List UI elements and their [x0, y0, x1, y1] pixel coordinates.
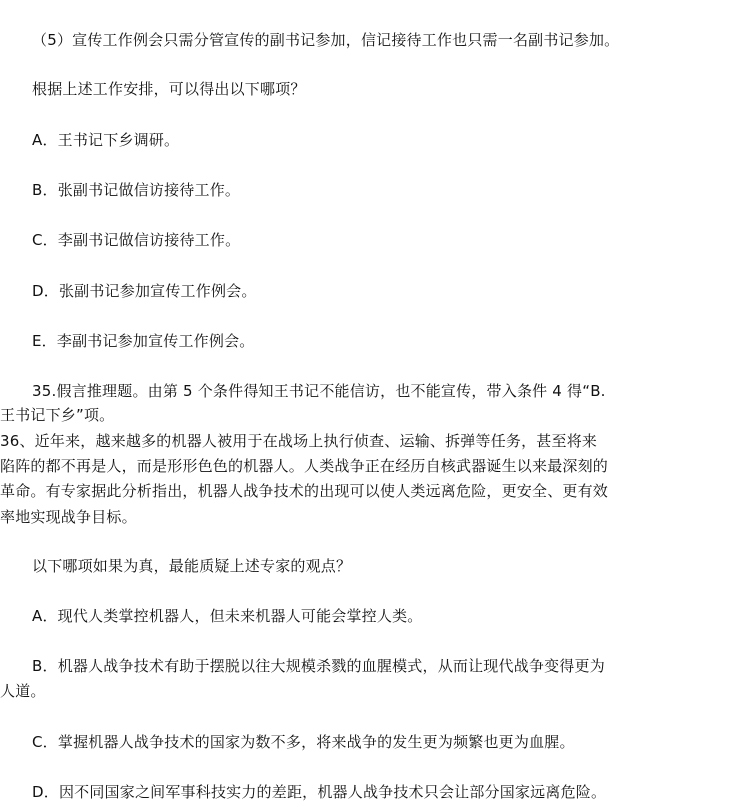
question-34-prompt: 根据上述工作安排，可以得出以下哪项？	[32, 80, 306, 98]
option-e-q34: E．李副书记参加宣传工作例会。	[32, 332, 255, 350]
condition-5-text: （5）宣传工作例会只需分管宣传的副书记参加，信记接待工作也只需一名副书记参加。	[32, 31, 620, 49]
question-36-prompt: 以下哪项如果为真，最能质疑上述专家的观点？	[32, 557, 352, 575]
answer-35-line-1: 35.假言推理题。由第 5 个条件得知王书记不能信访，也不能宣传，带入条件 4 得“B.	[32, 382, 606, 400]
option-b-q36-line-2: 人道。	[0, 682, 46, 700]
question-36-stem-line-2: 陷阵的都不再是人，而是形形色色的机器人。人类战争正在经历自核武器诞生以来最深刻的	[0, 457, 609, 475]
option-d-q34: D．张副书记参加宣传工作例会。	[32, 282, 257, 300]
option-a-q34: A．王书记下乡调研。	[32, 131, 180, 149]
option-c-q34: C．李副书记做信访接待工作。	[32, 231, 241, 249]
option-b-q36-line-1: B．机器人战争技术有助于摆脱以往大规模杀戮的血腥模式，从而让现代战争变得更为	[32, 657, 605, 675]
option-a-q36: A．现代人类掌控机器人，但未来机器人可能会掌控人类。	[32, 607, 423, 625]
answer-35-line-2: 王书记下乡”项。	[0, 406, 115, 424]
question-36-stem-line-3: 革命。有专家据此分析指出，机器人战争技术的出现可以使人类远离危险，更安全、更有效	[0, 482, 609, 500]
option-d-q36: D．因不同国家之间军事科技实力的差距，机器人战争技术只会让部分国家远离危险。	[32, 783, 607, 801]
question-36-stem-line-4: 率地实现战争目标。	[0, 508, 137, 526]
question-36-stem-line-1: 36、近年来，越来越多的机器人被用于在战场上执行侦查、运输、拆弹等任务，甚至将来	[0, 432, 598, 450]
option-c-q36: C．掌握机器人战争技术的国家为数不多，将来战争的发生更为频繁也更为血腥。	[32, 733, 575, 751]
option-b-q34: B．张副书记做信访接待工作。	[32, 181, 241, 199]
